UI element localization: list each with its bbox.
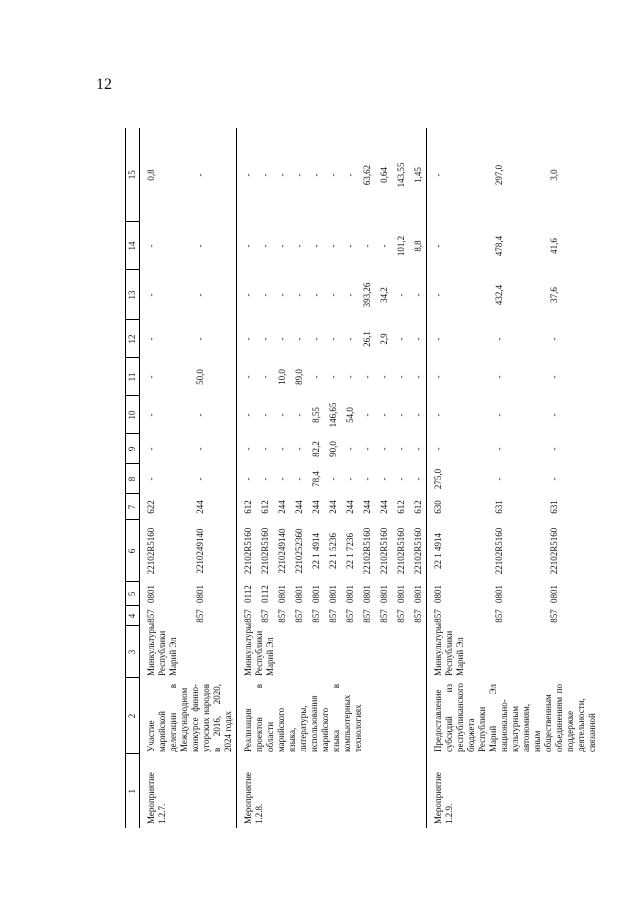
table-cell: - bbox=[311, 173, 321, 177]
table-cell: - bbox=[277, 244, 287, 248]
table-cell: - bbox=[311, 244, 321, 248]
table-cell: 22102R5160 bbox=[413, 527, 423, 575]
table-cell: 857 bbox=[237, 606, 257, 626]
description-cell: Предоставление субсидий из республиканского бюджета Республики Марий Эл национально-культурным автономиям, иным общественным объединениям по поддержке деятельности, связанной bbox=[427, 678, 601, 754]
table-cell: - bbox=[237, 396, 257, 434]
table-cell: 612 bbox=[260, 500, 270, 514]
table-cell: - bbox=[379, 477, 389, 481]
header-cell: 6 bbox=[126, 520, 140, 582]
table-cell: 275,0 bbox=[427, 464, 490, 494]
table-cell: - bbox=[362, 447, 372, 451]
table-cell: 22102R5160 bbox=[146, 527, 156, 575]
table-cell: - bbox=[237, 128, 257, 222]
description-cell: Участие марийской делегации в Международном конкурсе финно-угорских народов в 2016, 2020, 2024 годах bbox=[146, 684, 233, 752]
table-cell: - bbox=[294, 477, 304, 481]
table-cell: - bbox=[345, 337, 355, 341]
table-cell: - bbox=[396, 477, 406, 481]
table-cell: - bbox=[260, 337, 270, 341]
table-cell: 0801 bbox=[345, 585, 355, 603]
table-cell: - bbox=[413, 447, 423, 451]
table-cell: 50,0 bbox=[194, 369, 205, 385]
table-cell: 857 bbox=[294, 609, 304, 623]
table-cell: - bbox=[311, 293, 321, 297]
header-cell: 11 bbox=[126, 358, 140, 396]
table-cell: 54,0 bbox=[345, 407, 355, 423]
table-cell: - bbox=[548, 413, 559, 417]
table-cell: - bbox=[237, 270, 257, 320]
table-cell: - bbox=[413, 293, 423, 297]
table-cell: - bbox=[260, 447, 270, 451]
table-cell: 622 bbox=[146, 500, 156, 514]
executor-cell: Минкультуры Республики Марий Эл bbox=[237, 626, 427, 678]
table-cell: - bbox=[328, 244, 338, 248]
rotated-table-wrapper bbox=[125, 128, 597, 828]
table-cell: - bbox=[194, 477, 205, 481]
event-cell: Мероприятие 1.2.7. bbox=[146, 772, 167, 824]
table-cell: 0,64 bbox=[379, 167, 389, 183]
table-cell: - bbox=[146, 244, 156, 248]
header-cell: 7 bbox=[126, 494, 140, 520]
table-cell: - bbox=[294, 244, 304, 248]
table-cell: 0801 bbox=[146, 585, 156, 603]
header-cell: 10 bbox=[126, 396, 140, 434]
page-number: 12 bbox=[96, 76, 112, 93]
table-cell: - bbox=[328, 173, 338, 177]
table-cell: 0801 bbox=[311, 585, 321, 603]
table-cell: - bbox=[345, 477, 355, 481]
table-cell: 857 bbox=[146, 609, 156, 623]
table-cell: 10,0 bbox=[277, 369, 287, 385]
table-cell: - bbox=[194, 337, 205, 341]
table-cell: 857 bbox=[427, 606, 490, 626]
table-cell: - bbox=[260, 375, 270, 379]
table-cell: - bbox=[548, 375, 559, 379]
table-row bbox=[237, 128, 257, 828]
table-cell: - bbox=[237, 464, 257, 494]
table-cell: - bbox=[194, 244, 205, 248]
table-cell: 857 bbox=[277, 609, 287, 623]
table-cell: 244 bbox=[294, 500, 304, 514]
table-cell: - bbox=[396, 375, 406, 379]
table-cell: - bbox=[146, 413, 156, 417]
table-cell: 22102R5160 bbox=[237, 520, 257, 582]
table-cell: 22 1 5236 bbox=[328, 533, 338, 569]
table-cell: - bbox=[548, 337, 559, 341]
table-cell: - bbox=[237, 434, 257, 464]
table-cell: - bbox=[427, 270, 490, 320]
table-row bbox=[427, 128, 490, 828]
table-cell: - bbox=[328, 337, 338, 341]
table-cell: 90,0 bbox=[328, 441, 338, 457]
table-cell: 631 bbox=[493, 500, 504, 514]
table-cell: 244 bbox=[328, 500, 338, 514]
table-cell: - bbox=[493, 477, 504, 481]
table-cell: - bbox=[427, 358, 490, 396]
table-cell: 2210249140 bbox=[194, 528, 205, 574]
table-cell: - bbox=[260, 173, 270, 177]
table-cell: 82,2 bbox=[311, 441, 321, 457]
table-cell: - bbox=[194, 173, 205, 177]
table-cell: - bbox=[294, 293, 304, 297]
table-cell: 3,0 bbox=[548, 169, 559, 181]
table-cell: 0,8 bbox=[146, 169, 156, 181]
header-cell: 14 bbox=[126, 222, 140, 270]
table-cell: 857 bbox=[413, 609, 423, 623]
table-cell: 630 bbox=[427, 494, 490, 520]
table-cell: - bbox=[277, 173, 287, 177]
table-cell: 22102R5160 bbox=[493, 527, 504, 575]
table-cell: 34,2 bbox=[379, 287, 389, 303]
header-cell: 1 bbox=[126, 754, 140, 828]
table-cell: - bbox=[396, 293, 406, 297]
table-cell: - bbox=[146, 293, 156, 297]
table-cell: - bbox=[345, 244, 355, 248]
table-cell: - bbox=[260, 477, 270, 481]
header-cell: 3 bbox=[126, 626, 140, 678]
table-cell: - bbox=[146, 477, 156, 481]
table-cell: 22 1 7236 bbox=[345, 533, 355, 569]
table-cell: - bbox=[345, 375, 355, 379]
table-cell: - bbox=[427, 434, 490, 464]
table-cell: 612 bbox=[237, 494, 257, 520]
table-cell: 37,6 bbox=[548, 287, 559, 303]
table-cell: - bbox=[427, 396, 490, 434]
header-cell: 8 bbox=[126, 464, 140, 494]
table-cell: - bbox=[396, 413, 406, 417]
table-cell: 0801 bbox=[362, 585, 372, 603]
table-cell: - bbox=[427, 128, 490, 222]
table-cell: - bbox=[277, 293, 287, 297]
table-cell: - bbox=[493, 447, 504, 451]
table-cell: - bbox=[379, 413, 389, 417]
table-cell: 63,62 bbox=[362, 164, 372, 186]
table-cell: - bbox=[362, 244, 372, 248]
table-cell: - bbox=[548, 477, 559, 481]
header-cell: 9 bbox=[126, 434, 140, 464]
table-cell: 0801 bbox=[328, 585, 338, 603]
table-cell: - bbox=[194, 447, 205, 451]
table-cell: 857 bbox=[396, 609, 406, 623]
table-cell: - bbox=[194, 293, 205, 297]
table-cell: - bbox=[237, 222, 257, 270]
table-cell: - bbox=[345, 173, 355, 177]
description-cell: Реализация проектов в области марийского языка, литературы, использования марийского языка в компьютерных технологиях bbox=[237, 678, 427, 754]
event-cell: Мероприятие 1.2.8. bbox=[237, 754, 427, 828]
header-cell: 12 bbox=[126, 320, 140, 358]
table-cell: 857 bbox=[311, 609, 321, 623]
table-cell: 612 bbox=[413, 500, 423, 514]
table-cell: 857 bbox=[328, 609, 338, 623]
table-cell: 41,6 bbox=[548, 238, 559, 254]
table-cell: - bbox=[146, 447, 156, 451]
table-cell: 0112 bbox=[260, 585, 270, 603]
header-cell: 2 bbox=[126, 678, 140, 754]
table-cell: - bbox=[294, 173, 304, 177]
table-cell: 2,9 bbox=[379, 333, 389, 345]
table-cell: 146,65 bbox=[328, 402, 338, 428]
table-cell: - bbox=[396, 337, 406, 341]
table-cell: - bbox=[277, 477, 287, 481]
table-cell: - bbox=[493, 375, 504, 379]
table-cell: - bbox=[328, 375, 338, 379]
table-cell: - bbox=[294, 413, 304, 417]
table-cell: 22 1 4914 bbox=[311, 533, 321, 569]
table-cell: - bbox=[362, 477, 372, 481]
table-cell: - bbox=[146, 337, 156, 341]
table-cell: - bbox=[493, 413, 504, 417]
table-cell: 297,0 bbox=[493, 164, 504, 186]
table-cell: - bbox=[396, 447, 406, 451]
table-cell: - bbox=[277, 447, 287, 451]
table-cell: - bbox=[237, 320, 257, 358]
table-cell: - bbox=[379, 375, 389, 379]
header-cell: 15 bbox=[126, 128, 140, 222]
table-cell: - bbox=[362, 413, 372, 417]
table-cell: - bbox=[146, 375, 156, 379]
table-cell: 857 bbox=[345, 609, 355, 623]
table-cell: 26,1 bbox=[362, 331, 372, 347]
table-cell: - bbox=[328, 477, 338, 481]
table-cell: - bbox=[413, 413, 423, 417]
table-cell: 8,8 bbox=[413, 240, 423, 252]
table-cell: - bbox=[277, 337, 287, 341]
table-body bbox=[140, 128, 601, 828]
header-cell: 13 bbox=[126, 270, 140, 320]
table-cell: - bbox=[345, 293, 355, 297]
table-cell: 8,55 bbox=[311, 407, 321, 423]
table-cell: 0801 bbox=[194, 585, 205, 603]
table-cell: - bbox=[260, 293, 270, 297]
table-cell: 0801 bbox=[294, 585, 304, 603]
table-cell: 22102R5160 bbox=[362, 527, 372, 575]
table-cell: 22102R5160 bbox=[260, 527, 270, 575]
table-cell: 432,4 bbox=[493, 284, 504, 306]
table-cell: 244 bbox=[311, 500, 321, 514]
executor-cell: Минкультуры Республики Марий Эл bbox=[146, 622, 178, 676]
table-cell: 22102R5160 bbox=[379, 527, 389, 575]
table-cell: 143,55 bbox=[396, 162, 406, 188]
table-cell: - bbox=[379, 447, 389, 451]
table-cell: - bbox=[413, 337, 423, 341]
table-cell: 478,4 bbox=[493, 235, 504, 257]
table-cell: 612 bbox=[396, 500, 406, 514]
table-cell: 0801 bbox=[548, 585, 559, 603]
table-cell: 0801 bbox=[413, 585, 423, 603]
table-cell: 0801 bbox=[277, 585, 287, 603]
table-cell: - bbox=[413, 477, 423, 481]
table-cell: 22102R5160 bbox=[396, 527, 406, 575]
table-cell: 857 bbox=[548, 609, 559, 623]
table-cell: 2210249140 bbox=[277, 528, 287, 574]
header-cell: 4 bbox=[126, 606, 140, 626]
table-cell: 393,26 bbox=[362, 282, 372, 308]
table-cell: 0112 bbox=[237, 582, 257, 606]
table-cell: 22102R5160 bbox=[548, 527, 559, 575]
table-cell: 244 bbox=[362, 500, 372, 514]
table-cell: 857 bbox=[194, 609, 205, 623]
table-cell: 0801 bbox=[427, 582, 490, 606]
executor-cell: Минкультуры Республики Марий Эл bbox=[427, 626, 601, 678]
event-cell: Мероприятие 1.2.9. bbox=[427, 754, 601, 828]
table-cell: 78,4 bbox=[311, 471, 321, 487]
table-cell: 244 bbox=[277, 500, 287, 514]
table-cell: - bbox=[294, 337, 304, 341]
table-cell: - bbox=[311, 375, 321, 379]
table-cell: 0801 bbox=[396, 585, 406, 603]
table-cell: 89,0 bbox=[294, 369, 304, 385]
table-cell: 857 bbox=[493, 609, 504, 623]
table-cell: - bbox=[260, 244, 270, 248]
table-cell: - bbox=[328, 293, 338, 297]
table-cell: - bbox=[413, 375, 423, 379]
table-cell: - bbox=[362, 375, 372, 379]
budget-table bbox=[125, 128, 600, 828]
table-cell: - bbox=[237, 358, 257, 396]
table-cell: - bbox=[260, 413, 270, 417]
header-cell: 5 bbox=[126, 582, 140, 606]
table-row bbox=[140, 128, 191, 828]
table-cell: 857 bbox=[379, 609, 389, 623]
table-cell: 1,45 bbox=[413, 167, 423, 183]
table-cell: - bbox=[427, 222, 490, 270]
table-cell: - bbox=[379, 244, 389, 248]
table-cell: 22 1 4914 bbox=[427, 520, 490, 582]
table-cell: 244 bbox=[194, 500, 205, 514]
table-cell: 857 bbox=[362, 609, 372, 623]
table-cell: - bbox=[548, 447, 559, 451]
table-cell: 0801 bbox=[493, 585, 504, 603]
table-cell: - bbox=[277, 413, 287, 417]
table-cell: 0801 bbox=[379, 585, 389, 603]
table-cell: 631 bbox=[548, 500, 559, 514]
table-cell: 2210252360 bbox=[294, 528, 304, 574]
table-cell: 857 bbox=[260, 609, 270, 623]
table-cell: - bbox=[427, 320, 490, 358]
table-cell: 244 bbox=[345, 500, 355, 514]
table-cell: - bbox=[493, 337, 504, 341]
table-cell: - bbox=[345, 447, 355, 451]
table-cell: - bbox=[194, 413, 205, 417]
table-cell: 244 bbox=[379, 500, 389, 514]
header-row bbox=[126, 128, 140, 828]
table-cell: - bbox=[311, 337, 321, 341]
table-cell: - bbox=[294, 447, 304, 451]
table-cell: 101,2 bbox=[396, 235, 406, 257]
